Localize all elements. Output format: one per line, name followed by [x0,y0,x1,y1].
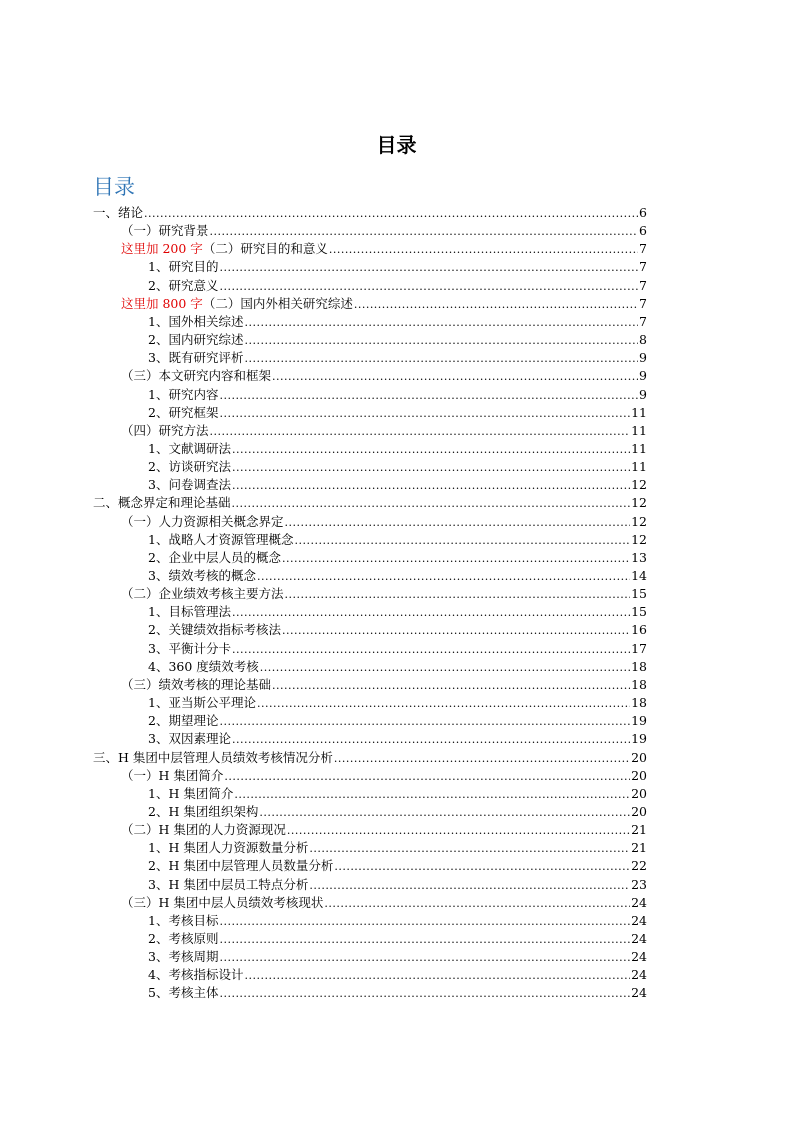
toc-entry-title: 3、问卷调查法 [148,477,231,493]
toc-entry-title: 1、研究内容 [148,386,219,402]
toc-dot-leader [282,622,630,640]
toc-entry[interactable] [121,367,647,385]
toc-entry-title: （二）研究目的和意义 [202,241,328,257]
toc-entry-title: （二）国内外相关研究综述 [202,295,353,311]
toc-dot-leader [309,877,630,895]
toc-entry-title: 2、国内研究综述 [148,332,244,348]
toc-dot-leader [334,858,630,876]
toc-entry-title: 1、目标管理法 [148,604,231,620]
toc-page-number: 21 [631,840,647,856]
toc-entry-row[interactable] [0,966,793,984]
toc-entry-row[interactable] [0,204,793,222]
toc-entry-row[interactable] [0,749,793,767]
toc-entry-row[interactable] [0,585,793,603]
toc-page-number: 11 [631,459,647,475]
toc-dot-leader [334,750,630,768]
toc-entry-title: 4、360 度绩效考核 [148,658,259,674]
toc-entry[interactable] [148,712,647,730]
toc-entry-title: 1、战略人才资源管理概念 [148,531,294,547]
toc-entry-row[interactable] [0,349,793,367]
toc-heading: 目录 [93,175,135,199]
toc-entry[interactable] [148,404,647,422]
toc-dot-leader [324,895,630,913]
toc-entry-title: 1、国外相关综述 [148,313,244,329]
toc-entry[interactable] [148,349,647,367]
toc-entry-title: 2、访谈研究法 [148,459,231,475]
toc-page-number: 18 [631,695,647,711]
toc-dot-leader [219,931,630,949]
toc-entry-title: 5、考核主体 [148,985,219,1001]
toc-page-number: 12 [631,513,647,529]
toc-dot-leader [219,259,638,277]
toc-entry-row[interactable] [0,494,793,512]
toc-page-number: 24 [631,931,647,946]
toc-entry-row[interactable] [0,422,793,440]
toc-page-number: 23 [631,876,647,892]
toc-page-number: 12 [631,477,647,493]
toc-dot-leader [285,586,631,604]
toc-entry-row[interactable] [0,404,793,422]
toc-dot-leader [294,532,630,550]
toc-dot-leader [329,241,638,259]
toc-dot-leader [219,949,630,967]
toc-entry-row[interactable] [0,367,793,385]
toc-entry-row[interactable] [0,567,793,585]
toc-page-number: 11 [631,422,647,438]
toc-entry-title: （二）H 集团的人力资源现况 [121,822,286,838]
toc-entry[interactable] [121,676,647,694]
toc-entry-title: 4、考核指标设计 [148,967,244,983]
toc-entry-title: 1、亚当斯公平理论 [148,695,256,711]
toc-entry[interactable] [148,966,647,984]
toc-page-number: 18 [631,676,647,692]
toc-entry-title: （一）人力资源相关概念界定 [121,513,284,529]
toc-entry[interactable] [121,422,647,440]
toc-entry[interactable] [148,785,647,803]
toc-entry[interactable] [121,513,647,531]
toc-entry-title: 3、绩效考核的概念 [148,568,256,583]
page-title: 目录 [376,133,417,157]
toc-entry-row[interactable] [0,730,793,748]
toc-entry-title: 2、研究框架 [148,404,219,420]
toc-dot-leader [232,641,630,659]
toc-dot-leader [232,495,631,513]
toc-entry-title: 2、期望理论 [148,713,219,729]
toc-entry[interactable] [148,549,647,567]
toc-entry-title: 一、绪论 [93,205,144,220]
toc-page-number: 20 [631,767,647,783]
toc-dot-leader [287,822,630,840]
toc-page-number: 9 [639,350,647,366]
toc-page-number: 7 [639,277,647,293]
toc-page-number: 24 [631,912,647,928]
toc-page-number: 15 [631,604,647,620]
toc-entry-row[interactable] [0,767,793,785]
toc-dot-leader [244,967,630,985]
toc-entry[interactable] [148,930,647,948]
toc-entry-row[interactable] [0,440,793,458]
toc-page-number: 19 [631,731,647,747]
toc-entry[interactable] [148,984,647,1002]
toc-entry-title: （一）研究背景 [121,223,209,239]
toc-dot-leader [219,405,630,423]
toc-page-number: 14 [631,568,647,583]
toc-entry-title: 3、双因素理论 [148,731,231,747]
toc-entry[interactable] [148,440,647,458]
toc-entry[interactable] [148,658,647,676]
toc-entry[interactable] [148,948,647,966]
toc-entry-row[interactable] [0,603,793,621]
toc-entry-title: 1、H 集团人力资源数量分析 [148,840,309,856]
toc-page-number: 9 [639,368,647,384]
toc-page-number: 7 [639,241,647,257]
toc-entry[interactable] [148,331,647,349]
toc-dot-leader [219,985,630,1003]
toc-page-number: 7 [639,259,647,275]
toc-entry[interactable] [121,222,647,240]
toc-entry-row[interactable] [0,331,793,349]
toc-dot-leader [244,332,638,350]
toc-entry-row[interactable] [0,386,793,404]
toc-entry[interactable] [121,295,647,313]
toc-entry[interactable] [148,857,647,875]
toc-dot-leader [232,477,630,495]
toc-dot-leader [232,604,630,622]
toc-entry-title: 1、研究目的 [148,259,219,275]
toc-dot-leader [257,695,630,713]
toc-entry-row[interactable] [0,839,793,857]
toc-entry-title: 三、H 集团中层管理人员绩效考核情况分析 [93,749,333,765]
toc-page-number: 17 [631,640,647,656]
toc-entry[interactable] [148,458,647,476]
toc-page-number: 18 [631,658,647,674]
toc-entry-row[interactable] [0,876,793,894]
toc-entry-row[interactable] [0,513,793,531]
toc-page-number: 24 [631,894,647,910]
toc-entry[interactable] [148,258,647,276]
toc-entry[interactable] [121,585,647,603]
toc-entry[interactable] [148,839,647,857]
toc-entry-row[interactable] [0,948,793,966]
toc-page-number: 6 [639,223,647,239]
toc-entry-row[interactable] [0,621,793,639]
toc-entry[interactable] [148,803,647,821]
toc-dot-leader [219,278,638,296]
toc-entry-row[interactable] [0,712,793,730]
toc-dot-leader [244,350,638,368]
toc-entry[interactable] [148,313,647,331]
toc-entry-row[interactable] [0,912,793,930]
toc-entry-title: 3、平衡计分卡 [148,640,231,656]
toc-entry-title: 1、考核目标 [148,912,219,928]
toc-dot-leader [219,713,630,731]
toc-dot-leader [232,459,630,477]
toc-entry[interactable] [148,912,647,930]
toc-dot-leader [144,205,638,223]
toc-entry[interactable] [148,640,647,658]
toc-entry-row[interactable] [0,821,793,839]
toc-entry[interactable] [148,531,647,549]
toc-entry-row[interactable] [0,531,793,549]
toc-entry-note: 这里加 800 字 [121,295,203,311]
toc-entry-title: 3、既有研究评析 [148,350,244,366]
toc-entry[interactable] [121,767,647,785]
toc-dot-leader [260,659,630,677]
toc-dot-leader [257,568,630,586]
toc-entry-row[interactable] [0,694,793,712]
toc-page-number: 24 [631,949,647,965]
toc-entry-row[interactable] [0,313,793,331]
toc-page-number: 19 [631,713,647,729]
toc-entry-row[interactable] [0,785,793,803]
toc-entry-row[interactable] [0,640,793,658]
toc-entry-row[interactable] [0,476,793,494]
toc-entry-title: （三）H 集团中层人员绩效考核现状 [121,894,324,910]
toc-entry-title: 3、H 集团中层员工特点分析 [148,876,309,892]
toc-dot-leader [272,677,630,695]
toc-page-number: 24 [631,967,647,983]
toc-entry-row[interactable] [0,549,793,567]
toc-page-number: 7 [639,295,647,311]
toc-entry-title: 2、企业中层人员的概念 [148,549,281,565]
toc-page-number: 20 [631,785,647,801]
toc-page-number: 12 [631,495,647,511]
toc-page-number: 15 [631,586,647,602]
toc-entry-title: 2、关键绩效指标考核法 [148,622,281,638]
toc-page-number: 7 [639,313,647,329]
toc-page-number: 20 [631,749,647,765]
toc-dot-leader [309,840,630,858]
toc-entry[interactable] [148,567,647,585]
toc-entry[interactable] [148,876,647,894]
toc-entry-title: （二）企业绩效考核主要方法 [121,586,284,602]
toc-page-number: 11 [631,404,647,420]
toc-entry[interactable] [148,277,647,295]
toc-entry-title: 2、考核原则 [148,931,219,946]
toc-dot-leader [244,314,638,332]
toc-dot-leader [354,296,638,314]
toc-entry-row[interactable] [0,458,793,476]
toc-entry-row[interactable] [0,857,793,875]
toc-dot-leader [224,768,630,786]
toc-entry-row[interactable] [0,295,793,313]
toc-page-number: 22 [631,858,647,874]
toc-entry-title: （三）本文研究内容和框架 [121,368,272,384]
toc-entry-note: 这里加 200 字 [121,241,203,257]
toc-entry-row[interactable] [0,930,793,948]
toc-page-number: 21 [631,822,647,838]
toc-dot-leader [234,786,630,804]
toc-page-number: 11 [631,440,647,456]
toc-entry-row[interactable] [0,894,793,912]
toc-dot-leader [282,550,630,568]
toc-entry[interactable] [121,821,647,839]
toc-dot-leader [259,804,630,822]
toc-entry-row[interactable] [0,258,793,276]
toc-entry-title: （三）绩效考核的理论基础 [121,676,272,692]
toc-page-number: 24 [631,985,647,1001]
toc-entry-row[interactable] [0,984,793,1002]
toc-entry-title: 2、研究意义 [148,277,219,293]
toc-entry-title: （一）H 集团简介 [121,767,224,783]
toc-page-number: 9 [639,386,647,402]
toc-entry[interactable] [93,749,647,767]
toc-entry[interactable] [148,603,647,621]
toc-entry-row[interactable] [0,240,793,258]
toc-entry[interactable] [93,494,647,512]
toc-entry-title: 2、H 集团中层管理人员数量分析 [148,858,334,874]
toc-entry[interactable] [148,694,647,712]
toc-entry[interactable] [148,386,647,404]
toc-entry[interactable] [93,204,647,222]
toc-dot-leader [232,731,630,749]
toc-dot-leader [210,223,639,241]
toc-entry-title: 2、H 集团组织架构 [148,803,259,819]
toc-entry[interactable] [121,894,647,912]
toc-entry-row[interactable] [0,277,793,295]
toc-page-number: 6 [639,205,647,220]
toc-entry-title: 1、H 集团简介 [148,785,234,801]
toc-page-number: 20 [631,803,647,819]
toc-entry-title: （四）研究方法 [121,422,209,438]
toc-entry-row[interactable] [0,658,793,676]
toc-dot-leader [219,913,630,931]
toc-entry[interactable] [148,476,647,494]
toc-entry-row[interactable] [0,803,793,821]
toc-entry-title: 3、考核周期 [148,949,219,965]
toc-entry[interactable] [148,621,647,639]
toc-page-number: 12 [631,531,647,547]
toc-page-number: 8 [639,332,647,348]
toc-entry-title: 二、概念界定和理论基础 [93,495,231,511]
toc-page-number: 16 [631,622,647,638]
toc-entry[interactable] [121,240,647,258]
toc-entry-row[interactable] [0,676,793,694]
toc-entry-row[interactable] [0,222,793,240]
toc-dot-leader [232,441,630,459]
toc-dot-leader [219,387,638,405]
toc-entry[interactable] [148,730,647,748]
toc-page-number: 13 [631,549,647,565]
toc-dot-leader [285,514,631,532]
toc-dot-leader [272,368,638,386]
toc-entry-title: 1、文献调研法 [148,440,231,456]
toc-dot-leader [210,423,631,441]
